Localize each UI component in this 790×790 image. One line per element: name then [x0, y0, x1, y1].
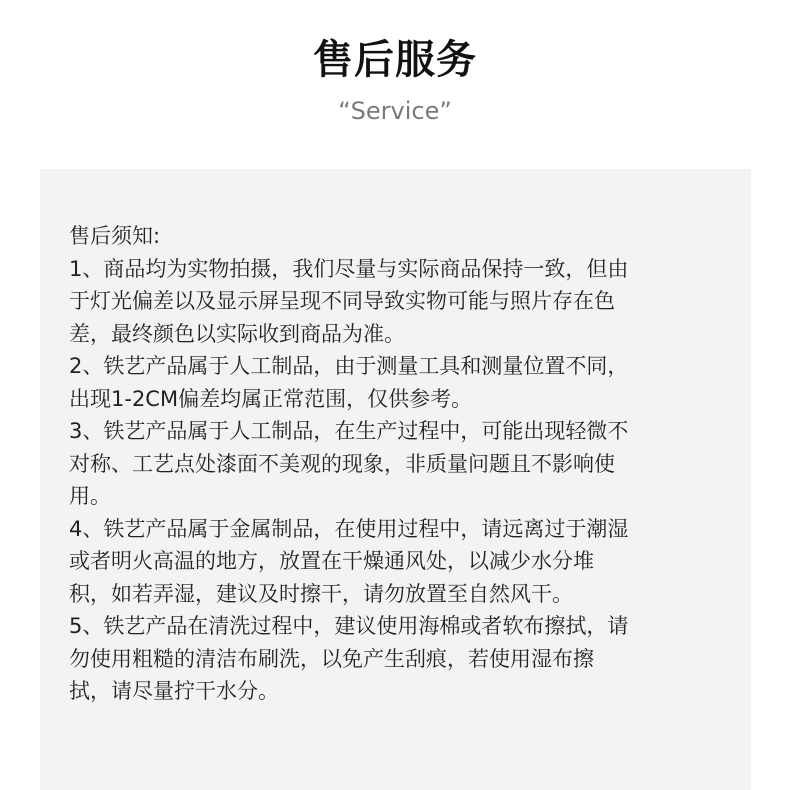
- notice-line: 出现1-2CM偏差均属正常范围，仅供参考。: [69, 386, 473, 411]
- page-title: 售后服务: [313, 37, 477, 83]
- notice-line: 积，如若弄湿，建议及时擦干，请勿放置至自然风干。: [69, 581, 573, 606]
- notice-line: 勿使用粗糙的清洁布刷洗，以免产生刮痕，若使用湿布擦: [69, 646, 594, 671]
- page-subtitle: “Service”: [338, 97, 452, 125]
- notice-line: 于灯光偏差以及显示屏呈现不同导致实物可能与照片存在色: [69, 289, 615, 313]
- notice-line: 2、铁艺产品属于人工制品，由于测量工具和测量位置不同，: [69, 354, 629, 378]
- notice-line: 用。: [69, 484, 111, 508]
- notice-heading: 售后须知:: [69, 224, 161, 248]
- notice-line: 4、铁艺产品属于金属制品，在使用过程中，请远离过于潮湿: [69, 516, 629, 541]
- notice-line: 5、铁艺产品在清洗过程中，建议使用海棉或者软布擦拭，请: [69, 614, 629, 638]
- notice-line: 1、商品均为实物拍摄，我们尽量与实际商品保持一致，但由: [69, 256, 629, 281]
- after-sales-notice-panel: [40, 169, 751, 790]
- notice-line: 对称、工艺点处漆面不美观的现象，非质量问题且不影响使: [69, 451, 615, 476]
- notice-line: 3、铁艺产品属于人工制品，在生产过程中，可能出现轻微不: [69, 419, 629, 443]
- notice-line: 或者明火高温的地方，放置在干燥通风处，以减少水分堆: [69, 549, 594, 573]
- notice-line: 拭，请尽量拧干水分。: [69, 679, 279, 703]
- notice-line: 差，最终颜色以实际收到商品为准。: [69, 321, 405, 346]
- page-header: [0, 30, 790, 128]
